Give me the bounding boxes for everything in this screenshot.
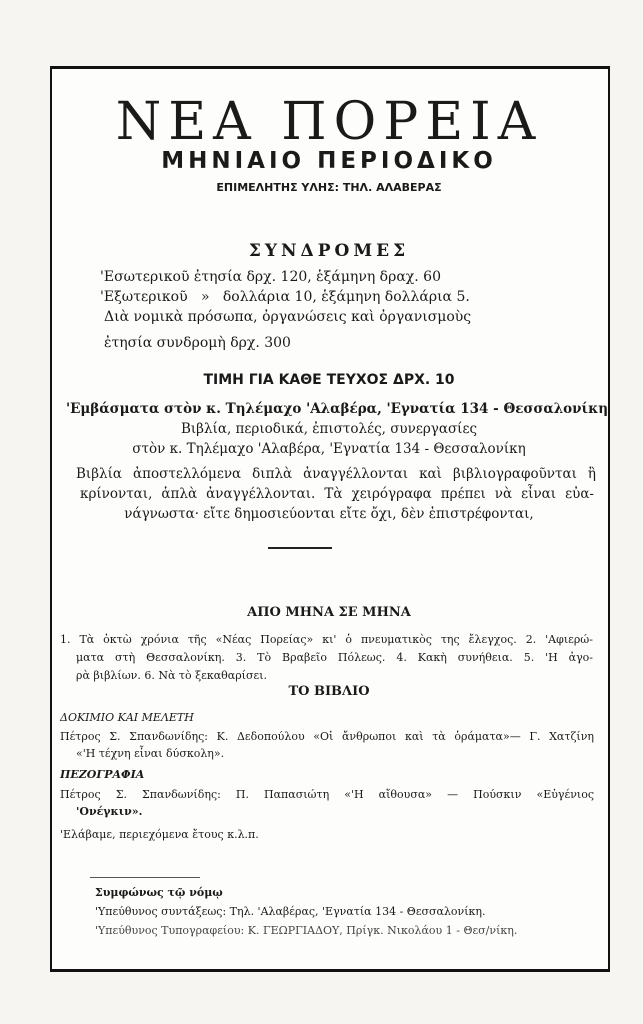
contents-line: ρὰ βιβλίων. 6. Νὰ τὸ ξεκαθαρίσει. — [76, 669, 268, 682]
address-line: 'Εμβάσματα στὸν κ. Τηλέμαχο 'Αλαβέρα, 'Εγνατία 134 - Θεσσαλονίκη — [66, 401, 609, 417]
subscription-line: 'Εσωτερικοῦ ἐτησία δρχ. 120, ἑξάμηνη δραχ. 60 — [100, 269, 441, 285]
contents-heading: ΑΠΟ ΜΗΝΑ ΣΕ ΜΗΝΑ — [247, 605, 411, 620]
address-line: Βιβλία, περιοδικά, ἐπιστολές, συνεργασίες — [180, 421, 478, 437]
subscription-line: ἐτησία συνδρομὴ δρχ. 300 — [104, 335, 291, 351]
essay-heading: ΔΟΚΙΜΙΟ ΚΑΙ ΜΕΛΕΤΗ — [60, 711, 194, 724]
subscription-line: 'Εξωτερικοῦ » δολλάρια 10, ἑξάμηνη δολλάρια 5. — [100, 289, 470, 305]
price-line: ΤΙΜΗ ΓΙΑ ΚΑΘΕ ΤΕΥΧΟΣ ΔΡΧ. 10 — [203, 372, 455, 388]
masthead-title: ΝΕΑ ΠΟΡΕΙΑ — [115, 92, 543, 152]
address-line: στὸν κ. Τηλέμαχο 'Αλαβέρα, 'Εγνατία 134 - Θεσσαλονίκη — [132, 441, 526, 457]
book-heading: ΤΟ ΒΙΒΛΙΟ — [288, 684, 370, 699]
received-line: 'Ελάβαμε, περιεχόμενα ἔτους κ.λ.π. — [60, 828, 259, 841]
contents-line: 1. Τὰ ὀκτὼ χρόνια τῆς «Νέας Πορείας» κι' ὁ πνευματικὸς της ἔλεγχος. 2. 'Αφιερώ- — [60, 633, 593, 646]
subscription-line: Διὰ νομικὰ πρόσωπα, ὀργανώσεις καὶ ὀργανισμοὺς — [104, 309, 472, 325]
notice-line: Βιβλία ἀποστελλόμενα διπλὰ ἀναγγέλλονται καὶ βιβλιογραφοῦνται ἢ — [76, 466, 596, 482]
notice-line: νάγνωστα· εἴτε δημοσιεύονται εἴτε ὄχι, δὲν ἐπιστρέφονται, — [124, 506, 534, 522]
legal-heading: Συμφώνως τῷ νόμῳ — [95, 886, 223, 899]
masthead-subtitle: ΜΗΝΙΑΙΟ ΠΕΡΙΟΔΙΚΟ — [161, 148, 497, 174]
divider — [268, 547, 332, 549]
legal-line: 'Υπεύθυνος Τυπογραφείου: Κ. ΓΕΩΡΓΙΑΔΟΥ, Πρίγκ. Νικολάου 1 - Θεσ/νίκη. — [95, 924, 518, 937]
prose-line: Πέτρος Σ. Σπανδωνίδης: Π. Παπασιώτη «'Η αἴθουσα» — Πούσκιν «Εὐγένιος — [60, 788, 594, 801]
subscriptions-heading: ΣΥΝΔΡΟΜΕΣ — [248, 241, 410, 261]
legal-line: 'Υπεύθυνος συντάξεως: Τηλ. 'Αλαβέρας, 'Εγνατία 134 - Θεσσαλονίκη. — [95, 905, 486, 918]
prose-line: 'Ονέγκιν». — [76, 805, 143, 818]
essay-line: «'Η τέχνη εἶναι δύσκολη». — [76, 747, 225, 760]
divider — [90, 877, 200, 878]
masthead-editor: ΕΠΙΜΕΛΗΤΗΣ ΥΛΗΣ: ΤΗΛ. ΑΛΑΒΕΡΑΣ — [216, 181, 442, 194]
essay-line: Πέτρος Σ. Σπανδωνίδης: Κ. Δεδοπούλου «Οἱ ἄνθρωποι καὶ τὰ ὁράματα»— Γ. Χατζίνη — [60, 730, 594, 743]
prose-heading: ΠΕΖΟΓΡΑΦΙΑ — [60, 768, 145, 781]
notice-line: κρίνονται, ἁπλὰ ἀναγγέλλονται. Τὰ χειρόγραφα πρέπει νὰ εἶναι εὐα- — [80, 486, 594, 502]
contents-line: ματα στὴ Θεσσαλονίκη. 3. Τὸ Βραβεῖο Πόλεως. 4. Κακὴ συνήθεια. 5. 'Η ἀγο- — [76, 651, 593, 664]
